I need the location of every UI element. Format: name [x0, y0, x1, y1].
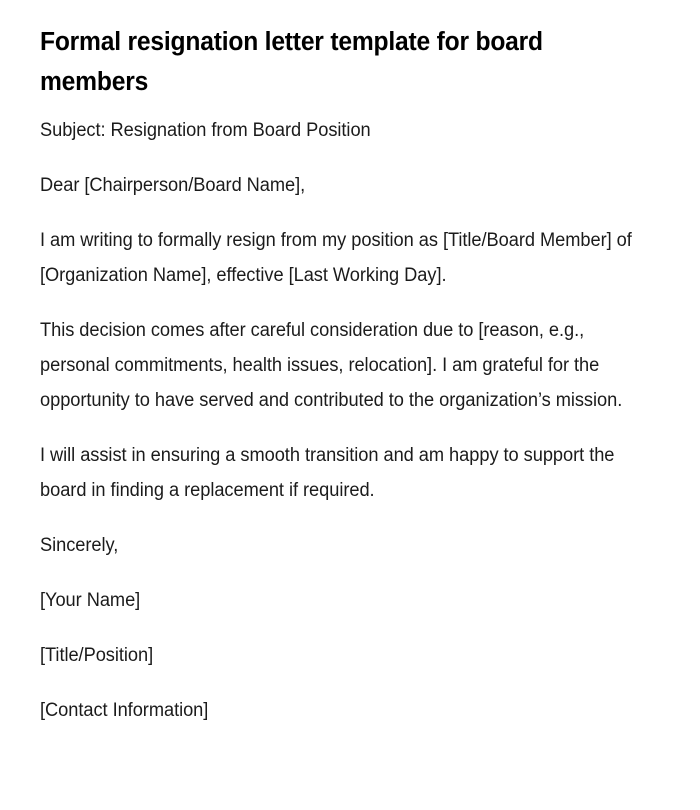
paragraph-resignation-statement: I am writing to formally resign from my position as [Title/Board Member] of [Organization Name], effective [Last Working Day].: [40, 230, 632, 286]
paragraph-transition-support: I will assist in ensuring a smooth transition and am happy to support the board in finding a replacement if required.: [40, 445, 615, 501]
signature-title-placeholder: [Title/Position]: [40, 645, 154, 666]
signature-contact-placeholder: [Contact Information]: [40, 700, 209, 721]
paragraph-salutation: Dear [Chairperson/Board Name],: [40, 175, 306, 196]
page-title: Formal resignation letter template for board members: [40, 28, 543, 96]
paragraph-closing: Sincerely,: [40, 535, 119, 556]
paragraph-subject: Subject: Resignation from Board Position: [40, 120, 371, 141]
signature-name-placeholder: [Your Name]: [40, 590, 141, 611]
paragraph-reason: This decision comes after careful consideration due to [reason, e.g., personal commitments, health issues, relocation]. I am grateful for the opportunity to have served and contributed to the organization’s mission.: [40, 320, 623, 411]
